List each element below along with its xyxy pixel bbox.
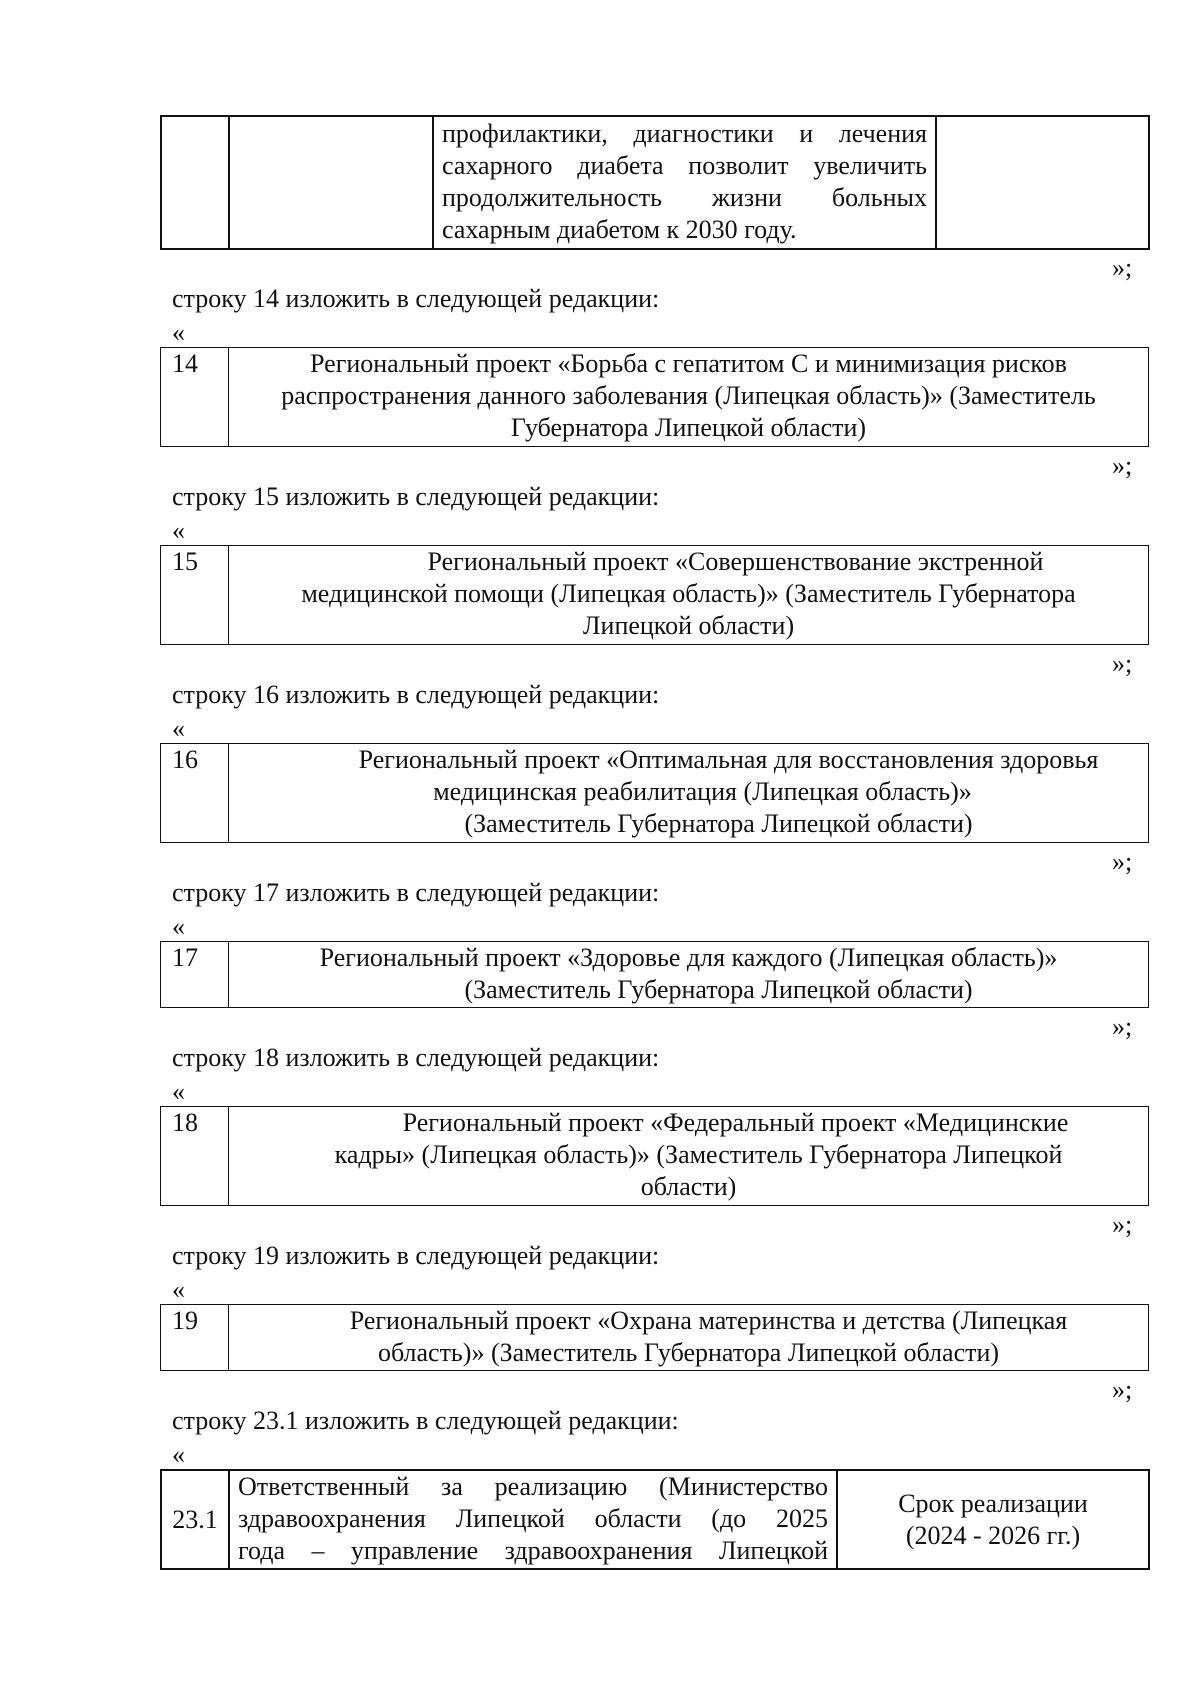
text-line: Липецкой области) (582, 611, 795, 640)
empty-cell (161, 116, 229, 249)
row-number: 23.1 (161, 1470, 229, 1569)
closing-quote: »; (1112, 253, 1133, 282)
row-17-table (160, 941, 1149, 1008)
description-cell (433, 116, 936, 249)
text-line: сахарного диабета позволит увеличить (442, 151, 927, 180)
text-line: Ответственный за реализацию (Министерство (238, 1472, 828, 1501)
text-line: (Заместитель Губернатора Липецкой области) (464, 809, 973, 838)
amendment-intro: строку 14 изложить в следующей редакции: (172, 284, 660, 313)
text-line: Региональный проект «Совершенствование экстренной (427, 547, 1044, 576)
closing-quote: »; (1112, 1210, 1133, 1239)
opening-quote: « (172, 318, 185, 347)
text-line: Губернатора Липецкой области) (510, 413, 867, 442)
text-line: года – управление здравоохранения Липецкой (238, 1536, 828, 1565)
row-number: 17 (161, 942, 229, 1008)
empty-cell (229, 116, 433, 249)
amendment-intro: строку 19 изложить в следующей редакции: (172, 1241, 660, 1270)
opening-quote: « (172, 1275, 185, 1304)
row-number: 18 (161, 1107, 229, 1206)
amendment-intro: строку 15 изложить в следующей редакции: (172, 482, 660, 511)
closing-quote: »; (1112, 451, 1133, 480)
responsible-cell (229, 1470, 837, 1569)
opening-quote: « (172, 516, 185, 545)
amendment-intro: строку 17 изложить в следующей редакции: (172, 878, 660, 907)
continuation-table (160, 115, 1150, 250)
text-line: Региональный проект «Оптимальная для восстановления здоровья (358, 745, 1099, 774)
closing-quote: »; (1112, 847, 1133, 876)
amendment-intro: строку 18 изложить в следующей редакции: (172, 1043, 660, 1072)
row-18-table (160, 1106, 1149, 1206)
text-line: кадры» (Липецкая область)» (Заместитель Губернатора Липецкой (334, 1140, 1063, 1169)
row-number: 16 (161, 744, 229, 843)
text-line: профилактики, диагностики и лечения (442, 119, 927, 148)
empty-cell (936, 116, 1149, 249)
text-line: распространения данного заболевания (Липецкая область)» (Заместитель (281, 381, 1096, 410)
text-line: сахарным диабетом к 2030 году. (442, 215, 797, 244)
text-line: Региональный проект «Охрана материнства и детства (Липецкая (349, 1306, 1068, 1335)
row-content (229, 1305, 1149, 1371)
row-14-table (160, 347, 1149, 447)
row-content (229, 744, 1149, 843)
closing-quote: »; (1112, 1012, 1133, 1041)
text-line: Региональный проект «Федеральный проект «Медицинские (402, 1108, 1069, 1137)
row-content (229, 942, 1149, 1008)
text-line: медицинская реабилитация (Липецкая область)» (433, 777, 972, 806)
opening-quote: « (172, 1440, 185, 1469)
opening-quote: « (172, 912, 185, 941)
row-23-1-table (160, 1469, 1150, 1570)
text-line: (2024 - 2026 гг.) (905, 1520, 1081, 1550)
row-content (229, 1107, 1149, 1206)
row-16-table (160, 743, 1149, 843)
row-15-table (160, 545, 1149, 645)
text-line: (Заместитель Губернатора Липецкой области) (464, 975, 973, 1004)
row-content (229, 348, 1149, 447)
closing-quote: »; (1112, 1375, 1133, 1404)
term-cell (837, 1470, 1149, 1569)
text-line: продолжительность жизни больных (442, 183, 927, 212)
closing-quote: »; (1112, 649, 1133, 678)
text-line: медицинской помощи (Липецкая область)» (Заместитель Губернатора (301, 579, 1076, 608)
row-content (229, 546, 1149, 645)
row-number: 14 (161, 348, 229, 447)
row-19-table (160, 1304, 1149, 1371)
text-line: Срок реализации (898, 1488, 1088, 1518)
text-line: Региональный проект «Здоровье для каждого (Липецкая область)» (319, 943, 1058, 972)
row-number: 15 (161, 546, 229, 645)
row-number: 19 (161, 1305, 229, 1371)
text-line: области) (640, 1172, 737, 1201)
amendment-intro: строку 16 изложить в следующей редакции: (172, 680, 660, 709)
opening-quote: « (172, 1077, 185, 1106)
text-line: область)» (Заместитель Губернатора Липецкой области) (377, 1338, 1000, 1367)
opening-quote: « (172, 714, 185, 743)
text-line: Региональный проект «Борьба с гепатитом С и минимизация рисков (310, 349, 1067, 378)
amendment-intro: строку 23.1 изложить в следующей редакции: (172, 1406, 679, 1435)
text-line: здравоохранения Липецкой области (до 2025 (238, 1504, 828, 1533)
